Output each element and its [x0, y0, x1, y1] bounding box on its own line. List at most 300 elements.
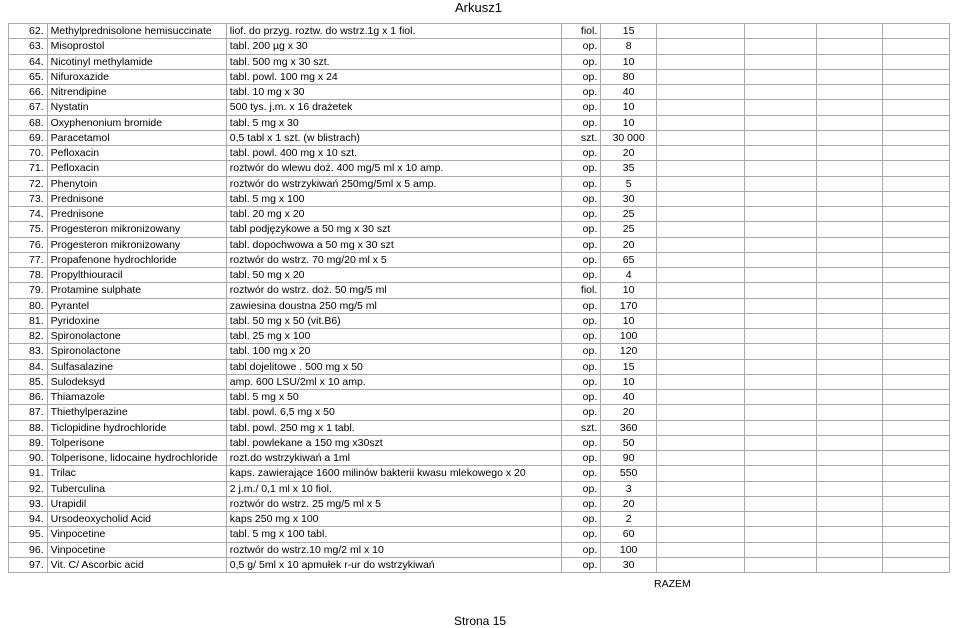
empty-cell[interactable]	[657, 512, 745, 527]
empty-cell[interactable]	[883, 405, 950, 420]
drug-form-cell[interactable]: kaps. zawierające 1600 milinów bakterii kwasu mlekowego x 20	[226, 466, 561, 481]
row-number-cell[interactable]: 65.	[9, 69, 48, 84]
empty-cell[interactable]	[745, 268, 817, 283]
drug-name-cell[interactable]: Nifuroxazide	[47, 69, 226, 84]
empty-cell[interactable]	[657, 237, 745, 252]
empty-cell[interactable]	[883, 481, 950, 496]
empty-cell[interactable]	[816, 176, 883, 191]
empty-cell[interactable]	[657, 283, 745, 298]
empty-cell[interactable]	[816, 512, 883, 527]
empty-cell[interactable]	[745, 222, 817, 237]
row-number-cell[interactable]: 67.	[9, 100, 48, 115]
empty-cell[interactable]	[657, 298, 745, 313]
drug-form-cell[interactable]: tabl. 50 mg x 50 (vit.B6)	[226, 313, 561, 328]
row-number-cell[interactable]: 62.	[9, 24, 48, 39]
empty-cell[interactable]	[816, 146, 883, 161]
empty-cell[interactable]	[816, 268, 883, 283]
empty-cell[interactable]	[816, 191, 883, 206]
unit-cell[interactable]: fiol.	[561, 24, 601, 39]
empty-cell[interactable]	[657, 466, 745, 481]
drug-name-cell[interactable]: Thiamazole	[47, 390, 226, 405]
quantity-cell[interactable]: 5	[601, 176, 657, 191]
drug-name-cell[interactable]: Prednisone	[47, 207, 226, 222]
drug-form-cell[interactable]: tabl. 200 µg x 30	[226, 39, 561, 54]
row-number-cell[interactable]: 72.	[9, 176, 48, 191]
drug-form-cell[interactable]: roztwór do wstrz. doż. 50 mg/5 ml	[226, 283, 561, 298]
drug-name-cell[interactable]: Progesteron mikronizowany	[47, 222, 226, 237]
quantity-cell[interactable]: 25	[601, 222, 657, 237]
row-number-cell[interactable]: 68.	[9, 115, 48, 130]
empty-cell[interactable]	[883, 435, 950, 450]
drug-name-cell[interactable]: Oxyphenonium bromide	[47, 115, 226, 130]
empty-cell[interactable]	[745, 329, 817, 344]
row-number-cell[interactable]: 95.	[9, 527, 48, 542]
row-number-cell[interactable]: 91.	[9, 466, 48, 481]
drug-form-cell[interactable]: tabl. 5 mg x 100 tabl.	[226, 527, 561, 542]
unit-cell[interactable]: op.	[561, 435, 601, 450]
empty-cell[interactable]	[745, 283, 817, 298]
quantity-cell[interactable]: 360	[601, 420, 657, 435]
quantity-cell[interactable]: 550	[601, 466, 657, 481]
empty-cell[interactable]	[816, 298, 883, 313]
empty-cell[interactable]	[883, 542, 950, 557]
empty-cell[interactable]	[745, 115, 817, 130]
empty-cell[interactable]	[883, 39, 950, 54]
quantity-cell[interactable]: 10	[601, 54, 657, 69]
drug-form-cell[interactable]: tabl. powl. 250 mg x 1 tabl.	[226, 420, 561, 435]
drug-name-cell[interactable]: Pefloxacin	[47, 146, 226, 161]
empty-cell[interactable]	[816, 405, 883, 420]
empty-cell[interactable]	[816, 374, 883, 389]
empty-cell[interactable]	[657, 252, 745, 267]
row-number-cell[interactable]: 89.	[9, 435, 48, 450]
quantity-cell[interactable]: 10	[601, 374, 657, 389]
drug-form-cell[interactable]: roztwór do wlewu doż. 400 mg/5 ml x 10 amp.	[226, 161, 561, 176]
unit-cell[interactable]: op.	[561, 54, 601, 69]
empty-cell[interactable]	[745, 85, 817, 100]
empty-cell[interactable]	[657, 435, 745, 450]
unit-cell[interactable]: op.	[561, 390, 601, 405]
empty-cell[interactable]	[745, 435, 817, 450]
quantity-cell[interactable]: 65	[601, 252, 657, 267]
quantity-cell[interactable]: 60	[601, 527, 657, 542]
empty-cell[interactable]	[883, 85, 950, 100]
drug-name-cell[interactable]: Nitrendipine	[47, 85, 226, 100]
empty-cell[interactable]	[816, 329, 883, 344]
empty-cell[interactable]	[657, 161, 745, 176]
empty-cell[interactable]	[816, 100, 883, 115]
empty-cell[interactable]	[745, 374, 817, 389]
drug-form-cell[interactable]: tabl. powl. 100 mg x 24	[226, 69, 561, 84]
empty-cell[interactable]	[883, 298, 950, 313]
empty-cell[interactable]	[883, 390, 950, 405]
row-number-cell[interactable]: 88.	[9, 420, 48, 435]
empty-cell[interactable]	[657, 207, 745, 222]
unit-cell[interactable]: op.	[561, 146, 601, 161]
unit-cell[interactable]: op.	[561, 222, 601, 237]
empty-cell[interactable]	[883, 344, 950, 359]
empty-cell[interactable]	[816, 359, 883, 374]
drug-name-cell[interactable]: Pyridoxine	[47, 313, 226, 328]
unit-cell[interactable]: op.	[561, 451, 601, 466]
drug-name-cell[interactable]: Tolperisone, lidocaine hydrochloride	[47, 451, 226, 466]
drug-name-cell[interactable]: Ticlopidine hydrochloride	[47, 420, 226, 435]
unit-cell[interactable]: op.	[561, 405, 601, 420]
quantity-cell[interactable]: 80	[601, 69, 657, 84]
unit-cell[interactable]: op.	[561, 344, 601, 359]
row-number-cell[interactable]: 90.	[9, 451, 48, 466]
drug-form-cell[interactable]: roztwór do wstrz. 25 mg/5 ml x 5	[226, 496, 561, 511]
empty-cell[interactable]	[816, 527, 883, 542]
quantity-cell[interactable]: 50	[601, 435, 657, 450]
unit-cell[interactable]: op.	[561, 374, 601, 389]
empty-cell[interactable]	[883, 130, 950, 145]
empty-cell[interactable]	[883, 512, 950, 527]
empty-cell[interactable]	[816, 466, 883, 481]
quantity-cell[interactable]: 8	[601, 39, 657, 54]
quantity-cell[interactable]: 40	[601, 390, 657, 405]
quantity-cell[interactable]: 30	[601, 191, 657, 206]
row-number-cell[interactable]: 85.	[9, 374, 48, 389]
empty-cell[interactable]	[816, 313, 883, 328]
empty-cell[interactable]	[657, 329, 745, 344]
row-number-cell[interactable]: 83.	[9, 344, 48, 359]
unit-cell[interactable]: op.	[561, 512, 601, 527]
row-number-cell[interactable]: 92.	[9, 481, 48, 496]
empty-cell[interactable]	[816, 161, 883, 176]
quantity-cell[interactable]: 100	[601, 542, 657, 557]
unit-cell[interactable]: op.	[561, 237, 601, 252]
row-number-cell[interactable]: 81.	[9, 313, 48, 328]
empty-cell[interactable]	[883, 420, 950, 435]
drug-form-cell[interactable]: 0,5 tabl x 1 szt. (w blistrach)	[226, 130, 561, 145]
unit-cell[interactable]: op.	[561, 252, 601, 267]
empty-cell[interactable]	[745, 557, 817, 572]
empty-cell[interactable]	[816, 451, 883, 466]
drug-name-cell[interactable]: Phenytoin	[47, 176, 226, 191]
quantity-cell[interactable]: 10	[601, 115, 657, 130]
quantity-cell[interactable]: 100	[601, 329, 657, 344]
empty-cell[interactable]	[657, 451, 745, 466]
empty-cell[interactable]	[883, 252, 950, 267]
unit-cell[interactable]: op.	[561, 100, 601, 115]
empty-cell[interactable]	[745, 191, 817, 206]
quantity-cell[interactable]: 40	[601, 85, 657, 100]
empty-cell[interactable]	[883, 115, 950, 130]
empty-cell[interactable]	[745, 237, 817, 252]
empty-cell[interactable]	[883, 451, 950, 466]
empty-cell[interactable]	[816, 557, 883, 572]
empty-cell[interactable]	[657, 527, 745, 542]
empty-cell[interactable]	[883, 176, 950, 191]
empty-cell[interactable]	[883, 24, 950, 39]
empty-cell[interactable]	[657, 191, 745, 206]
empty-cell[interactable]	[883, 557, 950, 572]
row-number-cell[interactable]: 79.	[9, 283, 48, 298]
unit-cell[interactable]: op.	[561, 466, 601, 481]
drug-name-cell[interactable]: Urapidil	[47, 496, 226, 511]
quantity-cell[interactable]: 4	[601, 268, 657, 283]
quantity-cell[interactable]: 10	[601, 100, 657, 115]
empty-cell[interactable]	[883, 54, 950, 69]
empty-cell[interactable]	[657, 69, 745, 84]
drug-name-cell[interactable]: Propylthiouracil	[47, 268, 226, 283]
empty-cell[interactable]	[816, 481, 883, 496]
unit-cell[interactable]: op.	[561, 191, 601, 206]
drug-form-cell[interactable]: tabl dojelitowe . 500 mg x 50	[226, 359, 561, 374]
empty-cell[interactable]	[745, 54, 817, 69]
empty-cell[interactable]	[883, 329, 950, 344]
empty-cell[interactable]	[657, 344, 745, 359]
drug-name-cell[interactable]: Tuberculina	[47, 481, 226, 496]
drug-name-cell[interactable]: Protamine sulphate	[47, 283, 226, 298]
empty-cell[interactable]	[883, 374, 950, 389]
quantity-cell[interactable]: 20	[601, 237, 657, 252]
drug-form-cell[interactable]: tabl. dopochwowa a 50 mg x 30 szt	[226, 237, 561, 252]
empty-cell[interactable]	[745, 481, 817, 496]
empty-cell[interactable]	[657, 481, 745, 496]
drug-form-cell[interactable]: tabl. powl. 6,5 mg x 50	[226, 405, 561, 420]
unit-cell[interactable]: op.	[561, 329, 601, 344]
drug-form-cell[interactable]: kaps 250 mg x 100	[226, 512, 561, 527]
empty-cell[interactable]	[657, 39, 745, 54]
row-number-cell[interactable]: 69.	[9, 130, 48, 145]
unit-cell[interactable]: op.	[561, 481, 601, 496]
unit-cell[interactable]: op.	[561, 161, 601, 176]
empty-cell[interactable]	[816, 222, 883, 237]
empty-cell[interactable]	[745, 100, 817, 115]
row-number-cell[interactable]: 63.	[9, 39, 48, 54]
empty-cell[interactable]	[745, 39, 817, 54]
drug-name-cell[interactable]: Vit. C/ Ascorbic acid	[47, 557, 226, 572]
empty-cell[interactable]	[816, 207, 883, 222]
row-number-cell[interactable]: 76.	[9, 237, 48, 252]
drug-form-cell[interactable]: rozt.do wstrzykiwań a 1ml	[226, 451, 561, 466]
empty-cell[interactable]	[657, 268, 745, 283]
empty-cell[interactable]	[883, 146, 950, 161]
unit-cell[interactable]: op.	[561, 85, 601, 100]
quantity-cell[interactable]: 10	[601, 313, 657, 328]
empty-cell[interactable]	[745, 176, 817, 191]
drug-form-cell[interactable]: 2 j.m./ 0,1 ml x 10 fiol.	[226, 481, 561, 496]
drug-name-cell[interactable]: Spironolactone	[47, 344, 226, 359]
quantity-cell[interactable]: 20	[601, 496, 657, 511]
empty-cell[interactable]	[816, 435, 883, 450]
unit-cell[interactable]: op.	[561, 557, 601, 572]
unit-cell[interactable]: op.	[561, 359, 601, 374]
empty-cell[interactable]	[745, 298, 817, 313]
empty-cell[interactable]	[816, 283, 883, 298]
drug-form-cell[interactable]: tabl. 50 mg x 20	[226, 268, 561, 283]
quantity-cell[interactable]: 10	[601, 283, 657, 298]
row-number-cell[interactable]: 82.	[9, 329, 48, 344]
unit-cell[interactable]: op.	[561, 496, 601, 511]
quantity-cell[interactable]: 2	[601, 512, 657, 527]
empty-cell[interactable]	[883, 268, 950, 283]
drug-name-cell[interactable]: Thiethylperazine	[47, 405, 226, 420]
empty-cell[interactable]	[816, 344, 883, 359]
empty-cell[interactable]	[816, 85, 883, 100]
drug-form-cell[interactable]: liof. do przyg. roztw. do wstrz.1g x 1 fiol.	[226, 24, 561, 39]
drug-name-cell[interactable]: Propafenone hydrochloride	[47, 252, 226, 267]
unit-cell[interactable]: op.	[561, 176, 601, 191]
empty-cell[interactable]	[883, 313, 950, 328]
empty-cell[interactable]	[883, 207, 950, 222]
empty-cell[interactable]	[657, 313, 745, 328]
drug-name-cell[interactable]: Paracetamol	[47, 130, 226, 145]
quantity-cell[interactable]: 20	[601, 146, 657, 161]
empty-cell[interactable]	[745, 542, 817, 557]
drug-name-cell[interactable]: Vinpocetine	[47, 542, 226, 557]
drug-form-cell[interactable]: roztwór do wstrz. 70 mg/20 ml x 5	[226, 252, 561, 267]
quantity-cell[interactable]: 30 000	[601, 130, 657, 145]
empty-cell[interactable]	[816, 39, 883, 54]
drug-form-cell[interactable]: tabl. 10 mg x 30	[226, 85, 561, 100]
empty-cell[interactable]	[883, 161, 950, 176]
empty-cell[interactable]	[745, 405, 817, 420]
drug-form-cell[interactable]: roztwór do wstrz.10 mg/2 ml x 10	[226, 542, 561, 557]
drug-form-cell[interactable]: tabl. powl. 400 mg x 10 szt.	[226, 146, 561, 161]
drug-name-cell[interactable]: Nystatin	[47, 100, 226, 115]
empty-cell[interactable]	[816, 115, 883, 130]
row-number-cell[interactable]: 70.	[9, 146, 48, 161]
unit-cell[interactable]: op.	[561, 542, 601, 557]
empty-cell[interactable]	[816, 390, 883, 405]
unit-cell[interactable]: fiol.	[561, 283, 601, 298]
empty-cell[interactable]	[745, 420, 817, 435]
empty-cell[interactable]	[816, 130, 883, 145]
unit-cell[interactable]: op.	[561, 298, 601, 313]
empty-cell[interactable]	[657, 176, 745, 191]
empty-cell[interactable]	[883, 191, 950, 206]
quantity-cell[interactable]: 15	[601, 359, 657, 374]
row-number-cell[interactable]: 96.	[9, 542, 48, 557]
row-number-cell[interactable]: 84.	[9, 359, 48, 374]
empty-cell[interactable]	[883, 100, 950, 115]
row-number-cell[interactable]: 86.	[9, 390, 48, 405]
empty-cell[interactable]	[745, 130, 817, 145]
quantity-cell[interactable]: 170	[601, 298, 657, 313]
drug-name-cell[interactable]: Misoprostol	[47, 39, 226, 54]
empty-cell[interactable]	[883, 222, 950, 237]
drug-name-cell[interactable]: Ursodeoxycholid Acid	[47, 512, 226, 527]
empty-cell[interactable]	[745, 512, 817, 527]
row-number-cell[interactable]: 66.	[9, 85, 48, 100]
empty-cell[interactable]	[745, 69, 817, 84]
drug-form-cell[interactable]: 500 tys. j.m. x 16 drażetek	[226, 100, 561, 115]
empty-cell[interactable]	[816, 54, 883, 69]
drug-name-cell[interactable]: Vinpocetine	[47, 527, 226, 542]
empty-cell[interactable]	[745, 24, 817, 39]
empty-cell[interactable]	[745, 161, 817, 176]
empty-cell[interactable]	[745, 359, 817, 374]
unit-cell[interactable]: op.	[561, 527, 601, 542]
drug-form-cell[interactable]: zawiesina doustna 250 mg/5 ml	[226, 298, 561, 313]
drug-form-cell[interactable]: tabl. 100 mg x 20	[226, 344, 561, 359]
empty-cell[interactable]	[816, 496, 883, 511]
drug-name-cell[interactable]: Pyrantel	[47, 298, 226, 313]
empty-cell[interactable]	[745, 146, 817, 161]
row-number-cell[interactable]: 78.	[9, 268, 48, 283]
row-number-cell[interactable]: 71.	[9, 161, 48, 176]
drug-form-cell[interactable]: amp. 600 LSU/2ml x 10 amp.	[226, 374, 561, 389]
empty-cell[interactable]	[657, 420, 745, 435]
drug-name-cell[interactable]: Progesteron mikronizowany	[47, 237, 226, 252]
empty-cell[interactable]	[657, 146, 745, 161]
unit-cell[interactable]: op.	[561, 115, 601, 130]
empty-cell[interactable]	[745, 252, 817, 267]
quantity-cell[interactable]: 25	[601, 207, 657, 222]
empty-cell[interactable]	[883, 69, 950, 84]
empty-cell[interactable]	[657, 374, 745, 389]
drug-name-cell[interactable]: Methylprednisolone hemisuccinate	[47, 24, 226, 39]
row-number-cell[interactable]: 77.	[9, 252, 48, 267]
unit-cell[interactable]: op.	[561, 69, 601, 84]
drug-name-cell[interactable]: Tolperisone	[47, 435, 226, 450]
quantity-cell[interactable]: 20	[601, 405, 657, 420]
row-number-cell[interactable]: 75.	[9, 222, 48, 237]
empty-cell[interactable]	[883, 466, 950, 481]
drug-form-cell[interactable]: tabl podjęzykowe a 50 mg x 30 szt	[226, 222, 561, 237]
empty-cell[interactable]	[657, 100, 745, 115]
empty-cell[interactable]	[745, 390, 817, 405]
empty-cell[interactable]	[657, 359, 745, 374]
drug-name-cell[interactable]: Pefloxacin	[47, 161, 226, 176]
unit-cell[interactable]: op.	[561, 39, 601, 54]
row-number-cell[interactable]: 73.	[9, 191, 48, 206]
unit-cell[interactable]: szt.	[561, 130, 601, 145]
drug-form-cell[interactable]: tabl. 5 mg x 50	[226, 390, 561, 405]
drug-name-cell[interactable]: Nicotinyl methylamide	[47, 54, 226, 69]
empty-cell[interactable]	[883, 283, 950, 298]
unit-cell[interactable]: op.	[561, 313, 601, 328]
empty-cell[interactable]	[883, 496, 950, 511]
quantity-cell[interactable]: 15	[601, 24, 657, 39]
quantity-cell[interactable]: 3	[601, 481, 657, 496]
empty-cell[interactable]	[745, 313, 817, 328]
quantity-cell[interactable]: 120	[601, 344, 657, 359]
empty-cell[interactable]	[883, 359, 950, 374]
empty-cell[interactable]	[657, 542, 745, 557]
row-number-cell[interactable]: 80.	[9, 298, 48, 313]
empty-cell[interactable]	[816, 420, 883, 435]
unit-cell[interactable]: op.	[561, 268, 601, 283]
empty-cell[interactable]	[745, 451, 817, 466]
empty-cell[interactable]	[883, 237, 950, 252]
quantity-cell[interactable]: 35	[601, 161, 657, 176]
empty-cell[interactable]	[657, 390, 745, 405]
quantity-cell[interactable]: 30	[601, 557, 657, 572]
empty-cell[interactable]	[657, 54, 745, 69]
drug-name-cell[interactable]: Sulfasalazine	[47, 359, 226, 374]
empty-cell[interactable]	[745, 207, 817, 222]
drug-name-cell[interactable]: Prednisone	[47, 191, 226, 206]
drug-form-cell[interactable]: tabl. 25 mg x 100	[226, 329, 561, 344]
empty-cell[interactable]	[657, 557, 745, 572]
empty-cell[interactable]	[657, 496, 745, 511]
empty-cell[interactable]	[745, 496, 817, 511]
empty-cell[interactable]	[657, 222, 745, 237]
empty-cell[interactable]	[657, 130, 745, 145]
row-number-cell[interactable]: 94.	[9, 512, 48, 527]
drug-form-cell[interactable]: roztwór do wstrzykiwań 250mg/5ml x 5 amp.	[226, 176, 561, 191]
empty-cell[interactable]	[883, 527, 950, 542]
empty-cell[interactable]	[816, 24, 883, 39]
unit-cell[interactable]: op.	[561, 207, 601, 222]
row-number-cell[interactable]: 64.	[9, 54, 48, 69]
unit-cell[interactable]: szt.	[561, 420, 601, 435]
empty-cell[interactable]	[816, 252, 883, 267]
